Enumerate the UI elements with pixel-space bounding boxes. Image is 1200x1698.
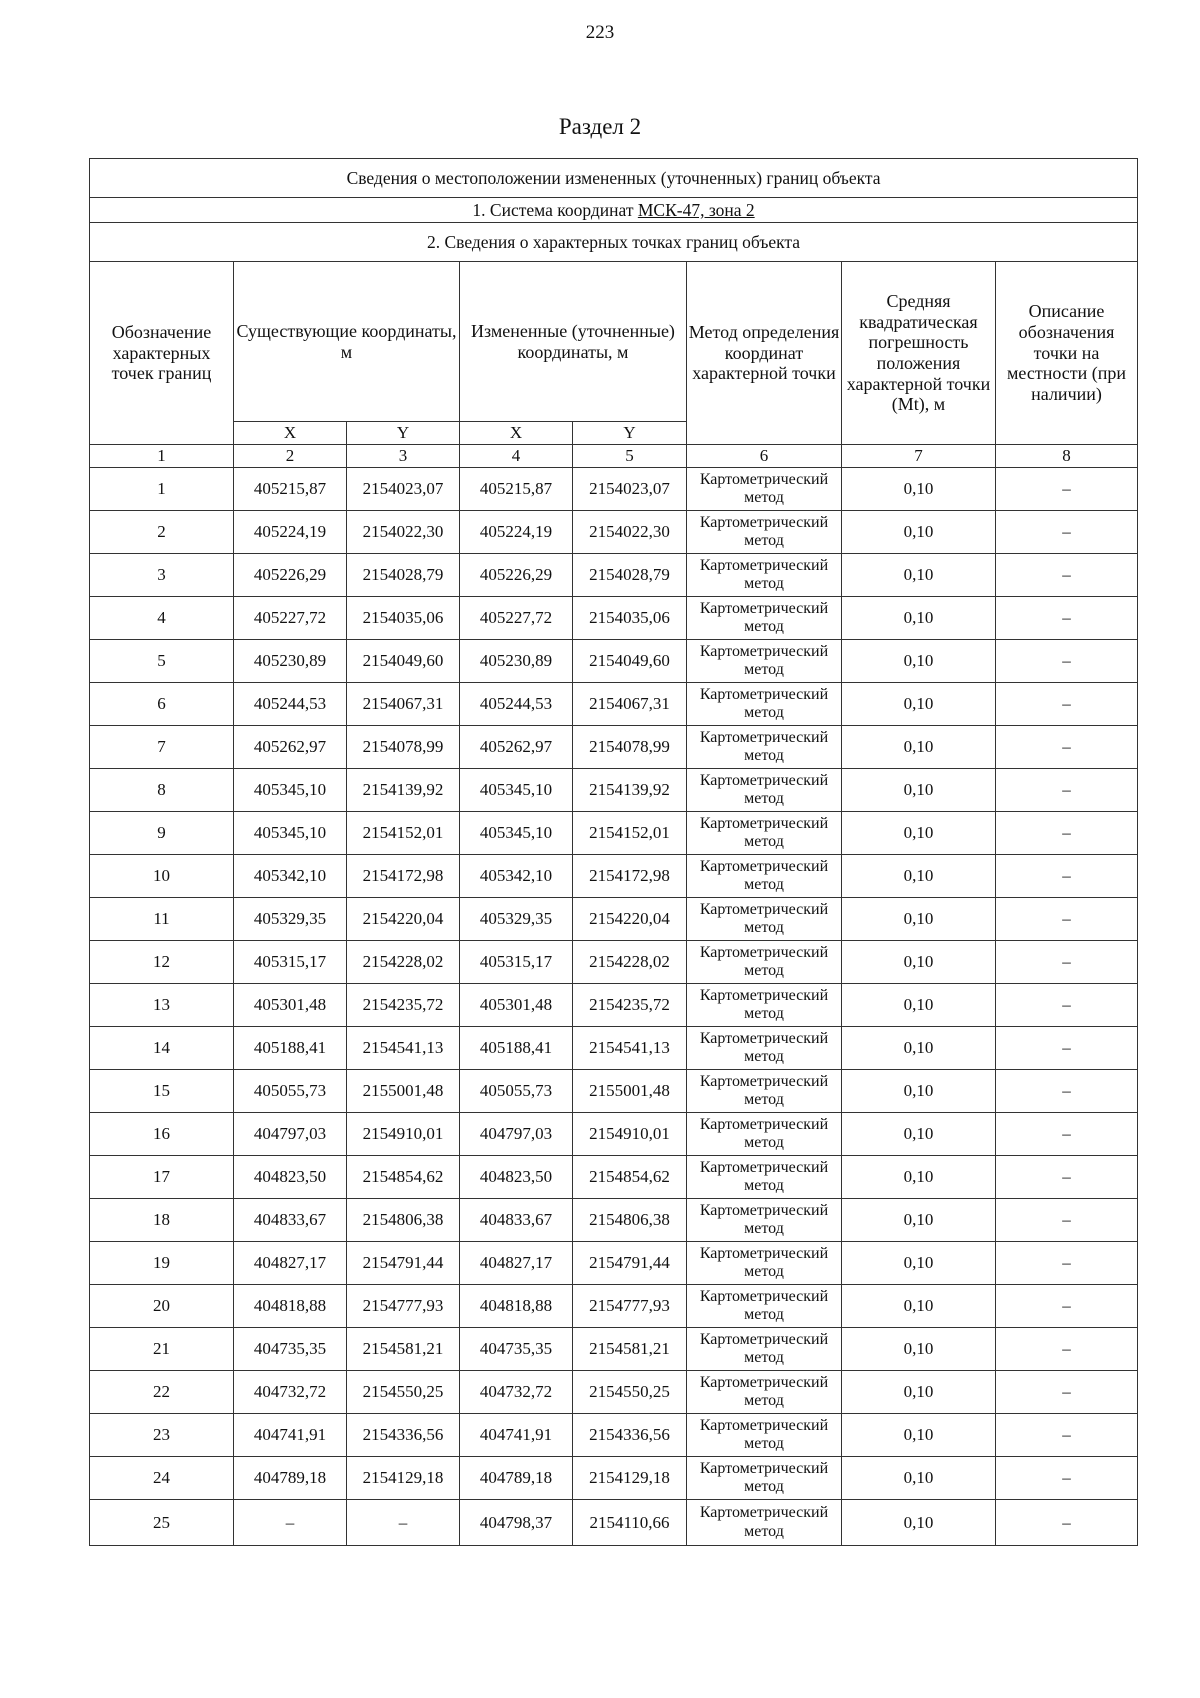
description-cell: – — [996, 812, 1138, 855]
description-cell: – — [996, 941, 1138, 984]
existing-y-cell: 2154806,38 — [347, 1199, 460, 1242]
column-number: 4 — [460, 445, 573, 468]
accuracy-cell: 0,10 — [842, 898, 996, 941]
method-cell: Картометрический метод — [687, 1328, 842, 1371]
table-row — [90, 812, 1138, 855]
table-row — [90, 1027, 1138, 1070]
table-row — [90, 597, 1138, 640]
changed-y-cell: 2154139,92 — [573, 769, 687, 812]
method-cell: Картометрический метод — [687, 597, 842, 640]
point-number-cell: 23 — [90, 1414, 234, 1457]
description-cell: – — [996, 1027, 1138, 1070]
accuracy-cell: 0,10 — [842, 769, 996, 812]
point-number-cell: 2 — [90, 511, 234, 554]
page-number: 223 — [585, 22, 615, 43]
table-row — [90, 1113, 1138, 1156]
changed-x-cell: 405345,10 — [460, 769, 573, 812]
description-cell: – — [996, 1242, 1138, 1285]
existing-x-cell: 404797,03 — [234, 1113, 347, 1156]
method-cell: Картометрический метод — [687, 1414, 842, 1457]
changed-y-cell: 2154854,62 — [573, 1156, 687, 1199]
method-cell: Картометрический метод — [687, 984, 842, 1027]
accuracy-cell: 0,10 — [842, 640, 996, 683]
changed-x-cell: 405345,10 — [460, 812, 573, 855]
existing-x-cell: 405188,41 — [234, 1027, 347, 1070]
changed-x-cell: 405224,19 — [460, 511, 573, 554]
point-number-cell: 4 — [90, 597, 234, 640]
changed-x-cell: 404798,37 — [460, 1500, 573, 1546]
point-number-cell: 22 — [90, 1371, 234, 1414]
existing-y-cell: 2154023,07 — [347, 468, 460, 511]
changed-y-cell: 2154541,13 — [573, 1027, 687, 1070]
changed-y-cell: 2154049,60 — [573, 640, 687, 683]
method-cell: Картометрический метод — [687, 1371, 842, 1414]
header-changed-coordinates: Измененные (уточненные) координаты, м — [460, 262, 687, 422]
method-cell: Картометрический метод — [687, 468, 842, 511]
description-cell: – — [996, 1070, 1138, 1113]
existing-y-cell: 2154035,06 — [347, 597, 460, 640]
table-row — [90, 1414, 1138, 1457]
header-accuracy: Средняя квадратическая погрешность положения характерной точки (Мt), м — [842, 262, 996, 445]
changed-x-cell: 405230,89 — [460, 640, 573, 683]
existing-y-cell: 2154541,13 — [347, 1027, 460, 1070]
table-row — [90, 640, 1138, 683]
point-number-cell: 3 — [90, 554, 234, 597]
changed-y-cell: 2154910,01 — [573, 1113, 687, 1156]
point-number-cell: 24 — [90, 1457, 234, 1500]
existing-x-cell: 404823,50 — [234, 1156, 347, 1199]
changed-x-cell: 405244,53 — [460, 683, 573, 726]
point-number-cell: 5 — [90, 640, 234, 683]
point-number-cell: 18 — [90, 1199, 234, 1242]
table-row — [90, 683, 1138, 726]
point-number-cell: 15 — [90, 1070, 234, 1113]
point-number-cell: 6 — [90, 683, 234, 726]
changed-x-cell: 404735,35 — [460, 1328, 573, 1371]
point-number-cell: 25 — [90, 1500, 234, 1546]
existing-y-cell: 2154049,60 — [347, 640, 460, 683]
changed-x-cell: 404827,17 — [460, 1242, 573, 1285]
coordinate-system-value: МСК-47, зона 2 — [637, 199, 755, 220]
existing-x-cell: 404741,91 — [234, 1414, 347, 1457]
table-caption: Сведения о местоположении измененных (уточненных) границ объекта — [90, 159, 1138, 198]
accuracy-cell: 0,10 — [842, 597, 996, 640]
table-row — [90, 726, 1138, 769]
point-number-cell: 13 — [90, 984, 234, 1027]
accuracy-cell: 0,10 — [842, 1500, 996, 1546]
changed-y-cell: 2154022,30 — [573, 511, 687, 554]
accuracy-cell: 0,10 — [842, 984, 996, 1027]
existing-x-cell: 405224,19 — [234, 511, 347, 554]
accuracy-cell: 0,10 — [842, 554, 996, 597]
point-number-cell: 21 — [90, 1328, 234, 1371]
existing-y-cell: 2154550,25 — [347, 1371, 460, 1414]
method-cell: Картометрический метод — [687, 1500, 842, 1546]
changed-x-cell: 404823,50 — [460, 1156, 573, 1199]
changed-x-cell: 405329,35 — [460, 898, 573, 941]
existing-x-cell: 405244,53 — [234, 683, 347, 726]
accuracy-cell: 0,10 — [842, 726, 996, 769]
description-cell: – — [996, 984, 1138, 1027]
existing-y-cell: 2154791,44 — [347, 1242, 460, 1285]
point-number-cell: 12 — [90, 941, 234, 984]
boundary-points-table — [89, 158, 1138, 1546]
changed-x-cell: 404797,03 — [460, 1113, 573, 1156]
changed-x-cell: 405315,17 — [460, 941, 573, 984]
changed-x-cell: 405188,41 — [460, 1027, 573, 1070]
existing-x-cell: 404732,72 — [234, 1371, 347, 1414]
existing-y-cell: 2154028,79 — [347, 554, 460, 597]
changed-y-cell: 2154791,44 — [573, 1242, 687, 1285]
existing-x-cell: 405345,10 — [234, 769, 347, 812]
changed-x-cell: 405226,29 — [460, 554, 573, 597]
point-number-cell: 16 — [90, 1113, 234, 1156]
existing-y-cell: 2154129,18 — [347, 1457, 460, 1500]
accuracy-cell: 0,10 — [842, 1070, 996, 1113]
description-cell: – — [996, 511, 1138, 554]
accuracy-cell: 0,10 — [842, 855, 996, 898]
existing-x-cell: 405345,10 — [234, 812, 347, 855]
header-changed-x: X — [460, 422, 573, 445]
table-row — [90, 511, 1138, 554]
existing-y-cell: 2154139,92 — [347, 769, 460, 812]
header-changed-y: Y — [573, 422, 687, 445]
point-number-cell: 11 — [90, 898, 234, 941]
accuracy-cell: 0,10 — [842, 468, 996, 511]
changed-x-cell: 404741,91 — [460, 1414, 573, 1457]
changed-y-cell: 2154067,31 — [573, 683, 687, 726]
description-cell: – — [996, 1328, 1138, 1371]
changed-y-cell: 2154028,79 — [573, 554, 687, 597]
existing-y-cell: 2155001,48 — [347, 1070, 460, 1113]
method-cell: Картометрический метод — [687, 1070, 842, 1113]
table-row — [90, 941, 1138, 984]
existing-y-cell: – — [347, 1500, 460, 1546]
existing-x-cell: 405230,89 — [234, 640, 347, 683]
point-number-cell: 10 — [90, 855, 234, 898]
description-cell: – — [996, 898, 1138, 941]
existing-x-cell: 405262,97 — [234, 726, 347, 769]
accuracy-cell: 0,10 — [842, 511, 996, 554]
accuracy-cell: 0,10 — [842, 1457, 996, 1500]
existing-y-cell: 2154022,30 — [347, 511, 460, 554]
changed-y-cell: 2154777,93 — [573, 1285, 687, 1328]
points-section-title: 2. Сведения о характерных точках границ объекта — [90, 223, 1138, 262]
column-number: 3 — [347, 445, 460, 468]
header-existing-coordinates: Существующие координаты, м — [234, 262, 460, 422]
header-existing-y: Y — [347, 422, 460, 445]
table-row — [90, 1242, 1138, 1285]
changed-y-cell: 2154078,99 — [573, 726, 687, 769]
existing-y-cell: 2154078,99 — [347, 726, 460, 769]
column-number: 8 — [996, 445, 1138, 468]
table-row — [90, 554, 1138, 597]
existing-x-cell: 404833,67 — [234, 1199, 347, 1242]
changed-y-cell: 2155001,48 — [573, 1070, 687, 1113]
table-row — [90, 1070, 1138, 1113]
column-number: 6 — [687, 445, 842, 468]
column-number: 7 — [842, 445, 996, 468]
table-row — [90, 984, 1138, 1027]
method-cell: Картометрический метод — [687, 554, 842, 597]
existing-x-cell: 405227,72 — [234, 597, 347, 640]
existing-y-cell: 2154777,93 — [347, 1285, 460, 1328]
method-cell: Картометрический метод — [687, 640, 842, 683]
description-cell: – — [996, 1156, 1138, 1199]
description-cell: – — [996, 1500, 1138, 1546]
column-number: 1 — [90, 445, 234, 468]
existing-x-cell: 405215,87 — [234, 468, 347, 511]
accuracy-cell: 0,10 — [842, 683, 996, 726]
existing-y-cell: 2154067,31 — [347, 683, 460, 726]
column-number: 2 — [234, 445, 347, 468]
table-row — [90, 769, 1138, 812]
changed-y-cell: 2154550,25 — [573, 1371, 687, 1414]
description-cell: – — [996, 597, 1138, 640]
description-cell: – — [996, 640, 1138, 683]
method-cell: Картометрический метод — [687, 1027, 842, 1070]
description-cell: – — [996, 1371, 1138, 1414]
table-row — [90, 855, 1138, 898]
accuracy-cell: 0,10 — [842, 941, 996, 984]
accuracy-cell: 0,10 — [842, 1328, 996, 1371]
existing-y-cell: 2154235,72 — [347, 984, 460, 1027]
existing-x-cell: 405055,73 — [234, 1070, 347, 1113]
method-cell: Картометрический метод — [687, 1457, 842, 1500]
accuracy-cell: 0,10 — [842, 1113, 996, 1156]
accuracy-cell: 0,10 — [842, 1285, 996, 1328]
description-cell: – — [996, 726, 1138, 769]
description-cell: – — [996, 855, 1138, 898]
table-row — [90, 1328, 1138, 1371]
table-row — [90, 1199, 1138, 1242]
description-cell: – — [996, 769, 1138, 812]
existing-x-cell: 404735,35 — [234, 1328, 347, 1371]
point-number-cell: 8 — [90, 769, 234, 812]
header-existing-x: X — [234, 422, 347, 445]
existing-y-cell: 2154152,01 — [347, 812, 460, 855]
header-point-designation: Обозначение характерных точек границ — [90, 262, 234, 445]
accuracy-cell: 0,10 — [842, 1156, 996, 1199]
point-number-cell: 14 — [90, 1027, 234, 1070]
header-method: Метод определения координат характерной точки — [687, 262, 842, 445]
accuracy-cell: 0,10 — [842, 1371, 996, 1414]
description-cell: – — [996, 683, 1138, 726]
method-cell: Картометрический метод — [687, 1156, 842, 1199]
table-row — [90, 1156, 1138, 1199]
accuracy-cell: 0,10 — [842, 812, 996, 855]
point-number-cell: 7 — [90, 726, 234, 769]
table-row — [90, 1371, 1138, 1414]
existing-x-cell: 405315,17 — [234, 941, 347, 984]
method-cell: Картометрический метод — [687, 726, 842, 769]
point-number-cell: 9 — [90, 812, 234, 855]
accuracy-cell: 0,10 — [842, 1242, 996, 1285]
existing-x-cell: – — [234, 1500, 347, 1546]
method-cell: Картометрический метод — [687, 1113, 842, 1156]
accuracy-cell: 0,10 — [842, 1199, 996, 1242]
header-description: Описание обозначения точки на местности (при наличии) — [996, 262, 1138, 445]
changed-x-cell: 405301,48 — [460, 984, 573, 1027]
changed-x-cell: 405215,87 — [460, 468, 573, 511]
changed-y-cell: 2154220,04 — [573, 898, 687, 941]
description-cell: – — [996, 1457, 1138, 1500]
coordinate-system-line — [90, 198, 1138, 223]
description-cell: – — [996, 1285, 1138, 1328]
table-row — [90, 1285, 1138, 1328]
method-cell: Картометрический метод — [687, 1285, 842, 1328]
description-cell: – — [996, 1199, 1138, 1242]
description-cell: – — [996, 1113, 1138, 1156]
existing-y-cell: 2154172,98 — [347, 855, 460, 898]
column-number: 5 — [573, 445, 687, 468]
existing-x-cell: 404818,88 — [234, 1285, 347, 1328]
table-row — [90, 1500, 1138, 1546]
method-cell: Картометрический метод — [687, 898, 842, 941]
changed-y-cell: 2154152,01 — [573, 812, 687, 855]
method-cell: Картометрический метод — [687, 855, 842, 898]
point-number-cell: 1 — [90, 468, 234, 511]
changed-x-cell: 404732,72 — [460, 1371, 573, 1414]
method-cell: Картометрический метод — [687, 1199, 842, 1242]
description-cell: – — [996, 468, 1138, 511]
changed-x-cell: 404818,88 — [460, 1285, 573, 1328]
existing-y-cell: 2154336,56 — [347, 1414, 460, 1457]
existing-y-cell: 2154581,21 — [347, 1328, 460, 1371]
table-row — [90, 1457, 1138, 1500]
changed-y-cell: 2154581,21 — [573, 1328, 687, 1371]
existing-y-cell: 2154228,02 — [347, 941, 460, 984]
existing-x-cell: 405301,48 — [234, 984, 347, 1027]
changed-y-cell: 2154172,98 — [573, 855, 687, 898]
table-row — [90, 468, 1138, 511]
existing-x-cell: 405342,10 — [234, 855, 347, 898]
point-number-cell: 20 — [90, 1285, 234, 1328]
changed-x-cell: 405227,72 — [460, 597, 573, 640]
changed-x-cell: 405342,10 — [460, 855, 573, 898]
description-cell: – — [996, 1414, 1138, 1457]
method-cell: Картометрический метод — [687, 511, 842, 554]
changed-x-cell: 405262,97 — [460, 726, 573, 769]
changed-x-cell: 405055,73 — [460, 1070, 573, 1113]
description-cell: – — [996, 554, 1138, 597]
existing-y-cell: 2154854,62 — [347, 1156, 460, 1199]
changed-y-cell: 2154235,72 — [573, 984, 687, 1027]
table-row — [90, 898, 1138, 941]
existing-x-cell: 404827,17 — [234, 1242, 347, 1285]
existing-y-cell: 2154910,01 — [347, 1113, 460, 1156]
method-cell: Картометрический метод — [687, 683, 842, 726]
changed-y-cell: 2154023,07 — [573, 468, 687, 511]
table-body — [90, 468, 1138, 1546]
changed-x-cell: 404833,67 — [460, 1199, 573, 1242]
accuracy-cell: 0,10 — [842, 1414, 996, 1457]
method-cell: Картометрический метод — [687, 812, 842, 855]
accuracy-cell: 0,10 — [842, 1027, 996, 1070]
changed-y-cell: 2154035,06 — [573, 597, 687, 640]
existing-x-cell: 405329,35 — [234, 898, 347, 941]
method-cell: Картометрический метод — [687, 1242, 842, 1285]
changed-y-cell: 2154336,56 — [573, 1414, 687, 1457]
method-cell: Картометрический метод — [687, 769, 842, 812]
changed-y-cell: 2154110,66 — [573, 1500, 687, 1546]
section-title: Раздел 2 — [558, 114, 642, 139]
changed-y-cell: 2154228,02 — [573, 941, 687, 984]
coordinate-system-label: 1. Система координат — [472, 199, 638, 220]
point-number-cell: 19 — [90, 1242, 234, 1285]
method-cell: Картометрический метод — [687, 941, 842, 984]
existing-x-cell: 404789,18 — [234, 1457, 347, 1500]
changed-y-cell: 2154806,38 — [573, 1199, 687, 1242]
existing-y-cell: 2154220,04 — [347, 898, 460, 941]
point-number-cell: 17 — [90, 1156, 234, 1199]
existing-x-cell: 405226,29 — [234, 554, 347, 597]
changed-y-cell: 2154129,18 — [573, 1457, 687, 1500]
changed-x-cell: 404789,18 — [460, 1457, 573, 1500]
